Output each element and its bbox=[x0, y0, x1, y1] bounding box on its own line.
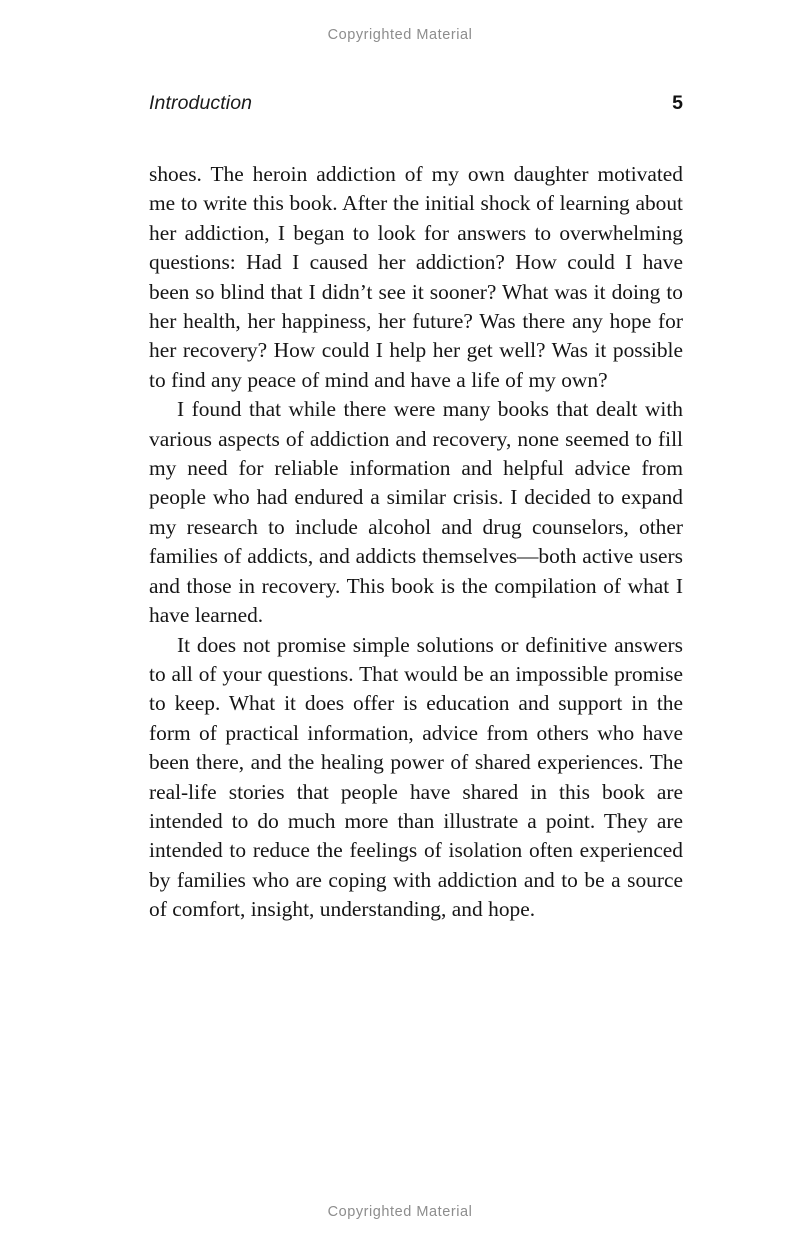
paragraph-promise: It does not promise simple solutions or definitive answers to all of your questions. That would be an impossible promise to keep. What it does offer is education and support in the form of practical information, advice from others who have been there, and the healing power of shared experiences. The real-life stories that people have shared in this book are intended to do much more than illustrate a point. They are intended to reduce the feelings of isolation often experienced by families who are coping with addiction and to be a source of comfort, insight, understanding, and hope. bbox=[149, 632, 683, 922]
copyright-watermark-top: Copyrighted Material bbox=[327, 27, 473, 43]
copyright-watermark-bottom: Copyrighted Material bbox=[327, 1204, 473, 1220]
page-number: 5 bbox=[672, 92, 683, 114]
paragraph-continued: shoes. The heroin addiction of my own daughter motivated me to write this book. After the initial shock of learning about her addiction, I began to look for answers to overwhelming questions: Had I caused her addiction? How could I have been so blind that I didn’t see it sooner? What was it doing to her health, her happiness, her future? Was there any hope for her recovery? How could I help her get well? Was it possible to find any peace of mind and have a life of my own? bbox=[149, 162, 683, 392]
paragraph-research: I found that while there were many books that dealt with various aspects of addiction and recovery, none seemed to fill my need for reliable information and helpful advice from people who had endured a similar crisis. I decided to expand my research to include alcohol and drug counselors, other families of addicts, and addicts themselves—both active users and those in recovery. This book is the compilation of what I have learned. bbox=[149, 397, 683, 628]
running-head-title: Introduction bbox=[149, 92, 253, 114]
body-text-block bbox=[149, 160, 683, 925]
running-head bbox=[149, 92, 683, 115]
